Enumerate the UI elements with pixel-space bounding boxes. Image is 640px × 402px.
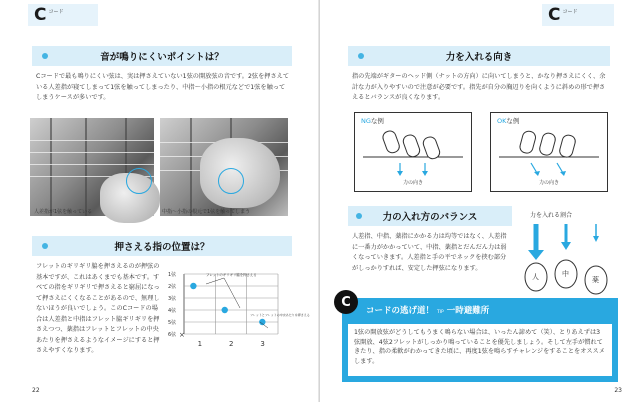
fret-number-label: 3	[260, 340, 265, 348]
section-title: 力を入れる向き	[445, 52, 513, 63]
tip-callout	[342, 298, 618, 382]
ok-example-box	[490, 112, 608, 192]
page-number: 22	[32, 387, 40, 394]
annotation-leader	[224, 278, 240, 308]
finger-dot	[190, 283, 196, 289]
string-label: 2弦	[168, 284, 177, 290]
chapter-tab	[28, 4, 98, 26]
bullet-icon	[356, 213, 362, 219]
chapter-label: コード	[562, 8, 578, 15]
chart-annotation: フレットのギリギリ脇を押さえる	[206, 273, 257, 277]
highlight-circle	[126, 168, 152, 194]
string-label: 5弦	[168, 320, 177, 326]
ok-label: OK	[497, 117, 507, 125]
chart-annotation: フレットとフレットの中央あたりを押さえる	[250, 313, 310, 317]
section-heading	[348, 206, 512, 226]
section-body: フレットのギリギリ脇を押さえるのが押弦の基本ですが、これはあくまでも基本です。すべての指をギリギリで押さえると窮屈になって押さえにくくなることがあるので、無理しないほうが良いでしょう。このCコードの場合は人差指と中指はフレット脇ギリギリを押さえつつ、薬指はフレットとフレットの中央あたりを押さえるようなイメージにすると押さえやすくなります。	[36, 263, 160, 354]
chapter-tab	[542, 4, 614, 26]
finger-label-ring: 薬	[592, 276, 599, 284]
ok-suffix: な例	[506, 117, 520, 125]
ng-example-box	[354, 112, 472, 192]
ng-label: NG	[361, 117, 371, 125]
section-heading	[32, 46, 292, 66]
mute-marker: ×	[179, 331, 185, 339]
section-title: 力の入れ方のバランス	[382, 212, 478, 223]
string-label: 1弦	[168, 272, 177, 278]
string-label: 4弦	[168, 308, 177, 314]
right-page	[320, 0, 640, 402]
force-caption: 力の向き	[403, 180, 424, 186]
section-heading	[32, 236, 292, 256]
fret-chart	[168, 268, 310, 364]
chapter-letter: C	[34, 5, 47, 25]
finger-label-middle: 中	[562, 270, 569, 278]
bullet-icon	[42, 243, 48, 249]
tip-body-box	[348, 324, 612, 376]
section-heading	[348, 46, 610, 66]
fret-number-label: 2	[229, 340, 234, 348]
force-caption: 力の向き	[539, 180, 560, 186]
photo-caption: 人差指が1弦を触っている	[34, 209, 93, 215]
bullet-icon	[42, 53, 48, 59]
page-number: 23	[614, 387, 622, 394]
tip-body: 1弦の開放弦がどうしてもうまく鳴らない場合は、いったん諦めて（笑）、とりあえずは3弦開放、4弦2フレットがしっかり鳴っていることを優先しましょう。そして左手が慣れてきたり、指の柔軟がわかってきた頃に、再度1弦を鳴らすチャレンジをすることをオススメします。	[354, 329, 605, 365]
hand-photo-2	[160, 118, 288, 216]
string-label: 6弦	[168, 332, 177, 338]
ng-suffix: な例	[370, 117, 384, 125]
annotation-leader	[206, 278, 224, 284]
balance-title: 力を入れる割合	[530, 212, 573, 219]
section-title: 押さえる指の位置は？	[114, 242, 210, 253]
chapter-letter: C	[548, 5, 561, 25]
c-badge-icon: C	[334, 290, 358, 314]
photo-caption: 中指〜小指の根元で1弦を触ってしまう	[162, 209, 251, 215]
chapter-label: コード	[48, 8, 64, 15]
section-title: 音が鳴りにくいポイントは？	[100, 52, 224, 63]
hand-photo-1	[30, 118, 154, 216]
finger-label-index: 人	[532, 273, 539, 281]
bullet-icon	[358, 53, 364, 59]
section-body: Cコードで最も鳴りにくい弦は、実は押さえていない1弦の開放弦の音です。2弦を押さえている人差指が寝てしまって1弦を触ってしまったり、中指〜小指の根元などで1弦を触ってしまうケースが多いです。	[36, 73, 290, 101]
finger-dot	[222, 307, 228, 313]
tip-title: コードの逃げ道！ TIP 一時避難所	[366, 306, 490, 316]
fret-number-label: 1	[197, 340, 203, 348]
section-body: 指の先端がギターのヘッド側（ナットの方向）に向いてしまうと、かなり押さえにくく、余計な力が入りやすいので注意が必要です。指先が自分の胸辺りを向くように斜めの形で押さえるとバランスが良くなります。	[352, 73, 606, 101]
section-body: 人差指、中指、薬指にかかる力は均等ではなく、人差指に一番力がかかっていて、中指、薬指とだんだん力は弱くなっていきます。人差指と手の平でネックを挟む部分がしっかりすれば、安定した押弦になります。	[352, 233, 507, 272]
string-label: 3弦	[168, 296, 177, 302]
highlight-circle	[218, 168, 244, 194]
force-balance-diagram	[516, 222, 620, 302]
